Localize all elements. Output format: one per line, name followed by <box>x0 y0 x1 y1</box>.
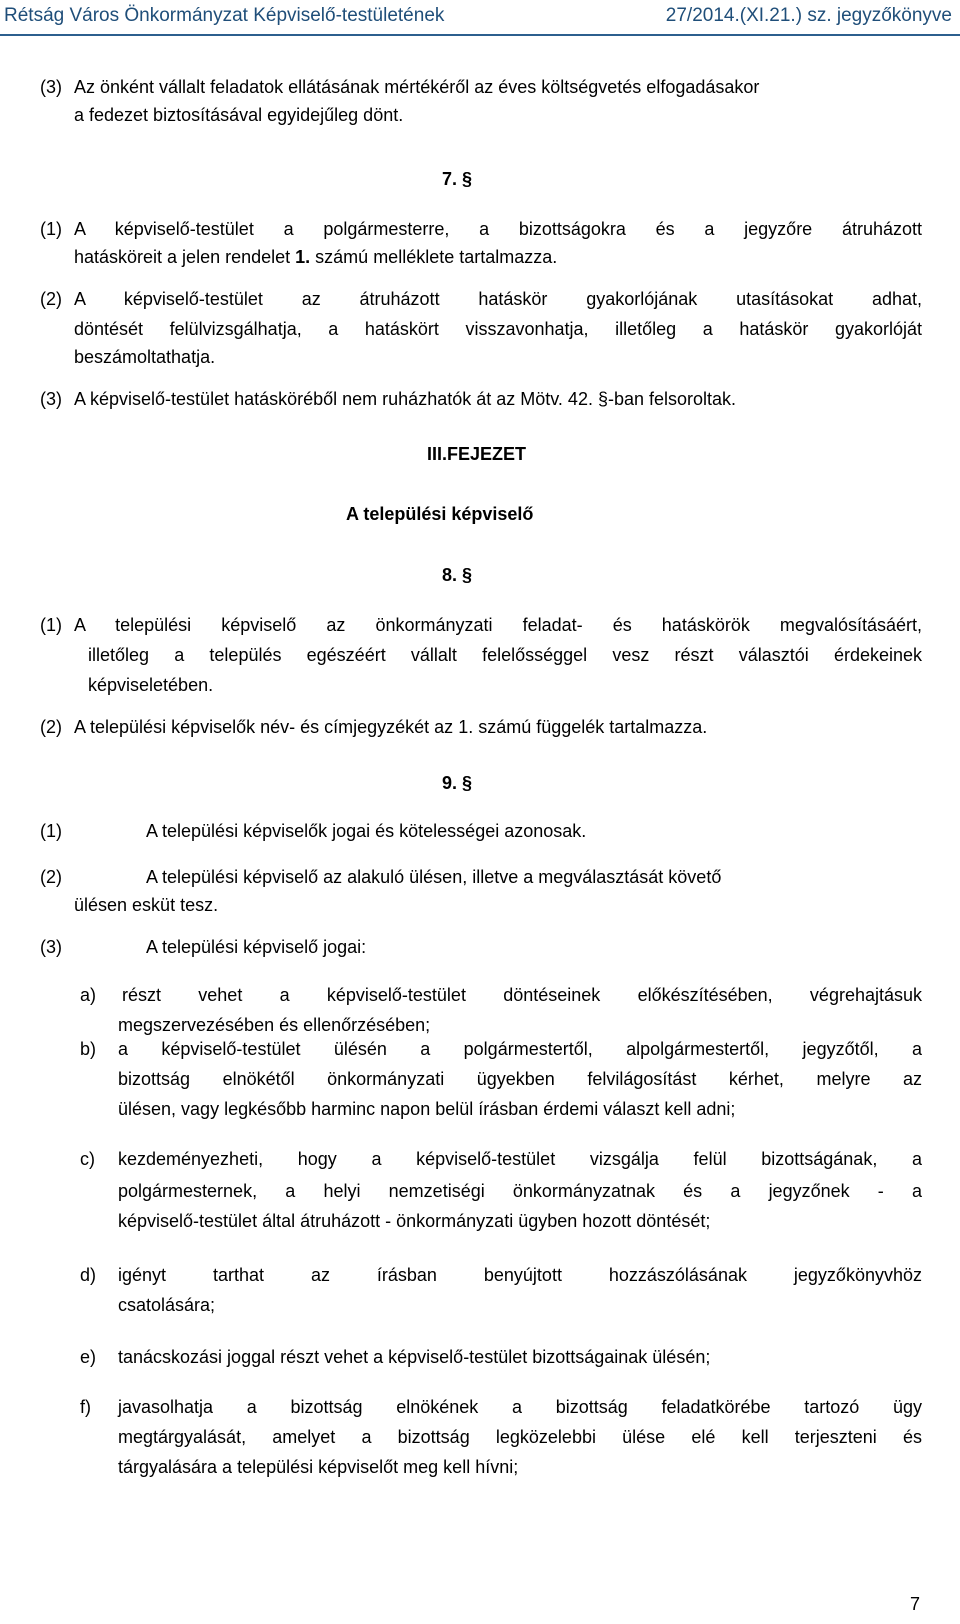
paragraph-number: (3) <box>40 937 62 957</box>
header-minutes-ref: 27/2014.(XI.21.) sz. jegyzőkönyve <box>665 5 952 26</box>
paragraph-number: (1) <box>40 615 62 635</box>
list-item-line: megszervezésében és ellenőrzésében; <box>118 1015 431 1035</box>
list-letter: d) <box>80 1265 97 1285</box>
list-item-line: tárgyalására a települési képviselőt meg kell hívni; <box>118 1457 519 1477</box>
paragraph-number: (2) <box>40 289 62 309</box>
paragraph-number: (1) <box>40 219 62 239</box>
list-letter: b) <box>80 1039 97 1059</box>
paragraph-line: A települési képviselők jogai és kötelességei azonosak. <box>146 821 587 841</box>
paragraph-number: (3) <box>40 77 62 97</box>
list-item-line: kezdeményezheti, hogy a képviselő-testület vizsgálja felül bizottságának, a <box>118 1149 922 1169</box>
header-title: Rétság Város Önkormányzat Képviselő-testületének <box>4 5 445 26</box>
section-title: 7. § <box>442 169 473 189</box>
list-item-line: javasolhatja a bizottság elnökének a bizottság feladatkörébe tartozó ügy <box>118 1397 922 1417</box>
list-item-line: ülésen, vagy legkésőbb harminc napon belül írásban érdemi választ kell adni; <box>118 1099 736 1119</box>
annex-number: 1. <box>295 247 311 267</box>
header-divider <box>0 34 960 36</box>
page-number: 7 <box>909 1594 920 1614</box>
list-item-line: tanácskozási joggal részt vehet a képviselő-testület bizottságainak ülésén; <box>118 1347 711 1367</box>
page-header <box>0 2 960 28</box>
list-item-line: részt vehet a képviselő-testület döntéseinek előkészítésében, végrehajtásuk <box>122 985 922 1005</box>
paragraph-line: A képviselő-testület az átruházott hatáskör gyakorlójának utasításokat adhat, <box>74 289 922 309</box>
list-item-line: polgármesternek, a helyi nemzetiségi önkormányzatnak és a jegyzőnek - a <box>118 1181 922 1201</box>
paragraph-line: a fedezet biztosításával egyidejűleg dönt. <box>74 105 404 125</box>
list-item-line: csatolására; <box>118 1295 216 1315</box>
list-item-line: igényt tarthat az írásban benyújtott hozzászólásának jegyzőkönyvhöz <box>118 1265 922 1285</box>
list-letter: e) <box>80 1347 97 1367</box>
list-letter: c) <box>80 1149 95 1169</box>
paragraph-line: A képviselő-testület a polgármesterre, a bizottságokra és a jegyzőre átruházott <box>74 219 922 239</box>
paragraph-line: illetőleg a település egészéért vállalt felelősséggel vesz részt választói érdekeinek <box>88 645 922 665</box>
paragraph-number: (3) <box>40 389 62 409</box>
text-run: számú melléklete tartalmazza. <box>310 247 558 267</box>
paragraph-line: Az önként vállalt feladatok ellátásának mértékéről az éves költségvetés elfogadásakor <box>74 77 760 97</box>
paragraph-line: A települési képviselők név- és címjegyzékét az 1. számú függelék tartalmazza. <box>74 717 708 737</box>
list-letter: a) <box>80 985 97 1005</box>
paragraph-number: (2) <box>40 867 62 887</box>
paragraph-line: ülésen esküt tesz. <box>74 895 219 915</box>
section-title: 9. § <box>442 773 473 793</box>
paragraph-line: A települési képviselő jogai: <box>146 937 367 957</box>
section-title: 8. § <box>442 565 473 585</box>
list-item-line: képviselő-testület által átruházott - önkormányzati ügyben hozott döntését; <box>118 1211 711 1231</box>
paragraph-line: A települési képviselő az alakuló ülésen, illetve a megválasztását követő <box>146 867 722 887</box>
chapter-subtitle: A települési képviselő <box>346 504 534 524</box>
chapter-title: III.FEJEZET <box>427 444 527 464</box>
list-letter: f) <box>80 1397 91 1417</box>
paragraph-line: A képviselő-testület hatásköréből nem ruházhatók át az Mötv. 42. §-ban felsoroltak. <box>74 389 737 409</box>
paragraph-number: (2) <box>40 717 62 737</box>
text-run: hatásköreit a jelen rendelet <box>74 247 296 267</box>
paragraph-line: A települési képviselő az önkormányzati feladat- és hatáskörök megvalósításáért, <box>74 615 922 635</box>
list-item-line: a képviselő-testület ülésén a polgármestertől, alpolgármestertől, jegyzőtől, a <box>118 1039 922 1059</box>
list-item-line: bizottság elnökétől önkormányzati ügyekben felvilágosítást kérhet, melyre az <box>118 1069 922 1089</box>
paragraph-line: beszámoltathatja. <box>74 347 216 367</box>
list-item-line: megtárgyalását, amelyet a bizottság legközelebbi ülése elé kell terjeszteni és <box>118 1427 922 1447</box>
paragraph-number: (1) <box>40 821 62 841</box>
paragraph-line: képviseletében. <box>88 675 214 695</box>
paragraph-line <box>74 242 557 272</box>
paragraph-line: döntését felülvizsgálhatja, a hatáskört visszavonhatja, illetőleg a hatáskör gyakorlóját <box>74 319 922 339</box>
